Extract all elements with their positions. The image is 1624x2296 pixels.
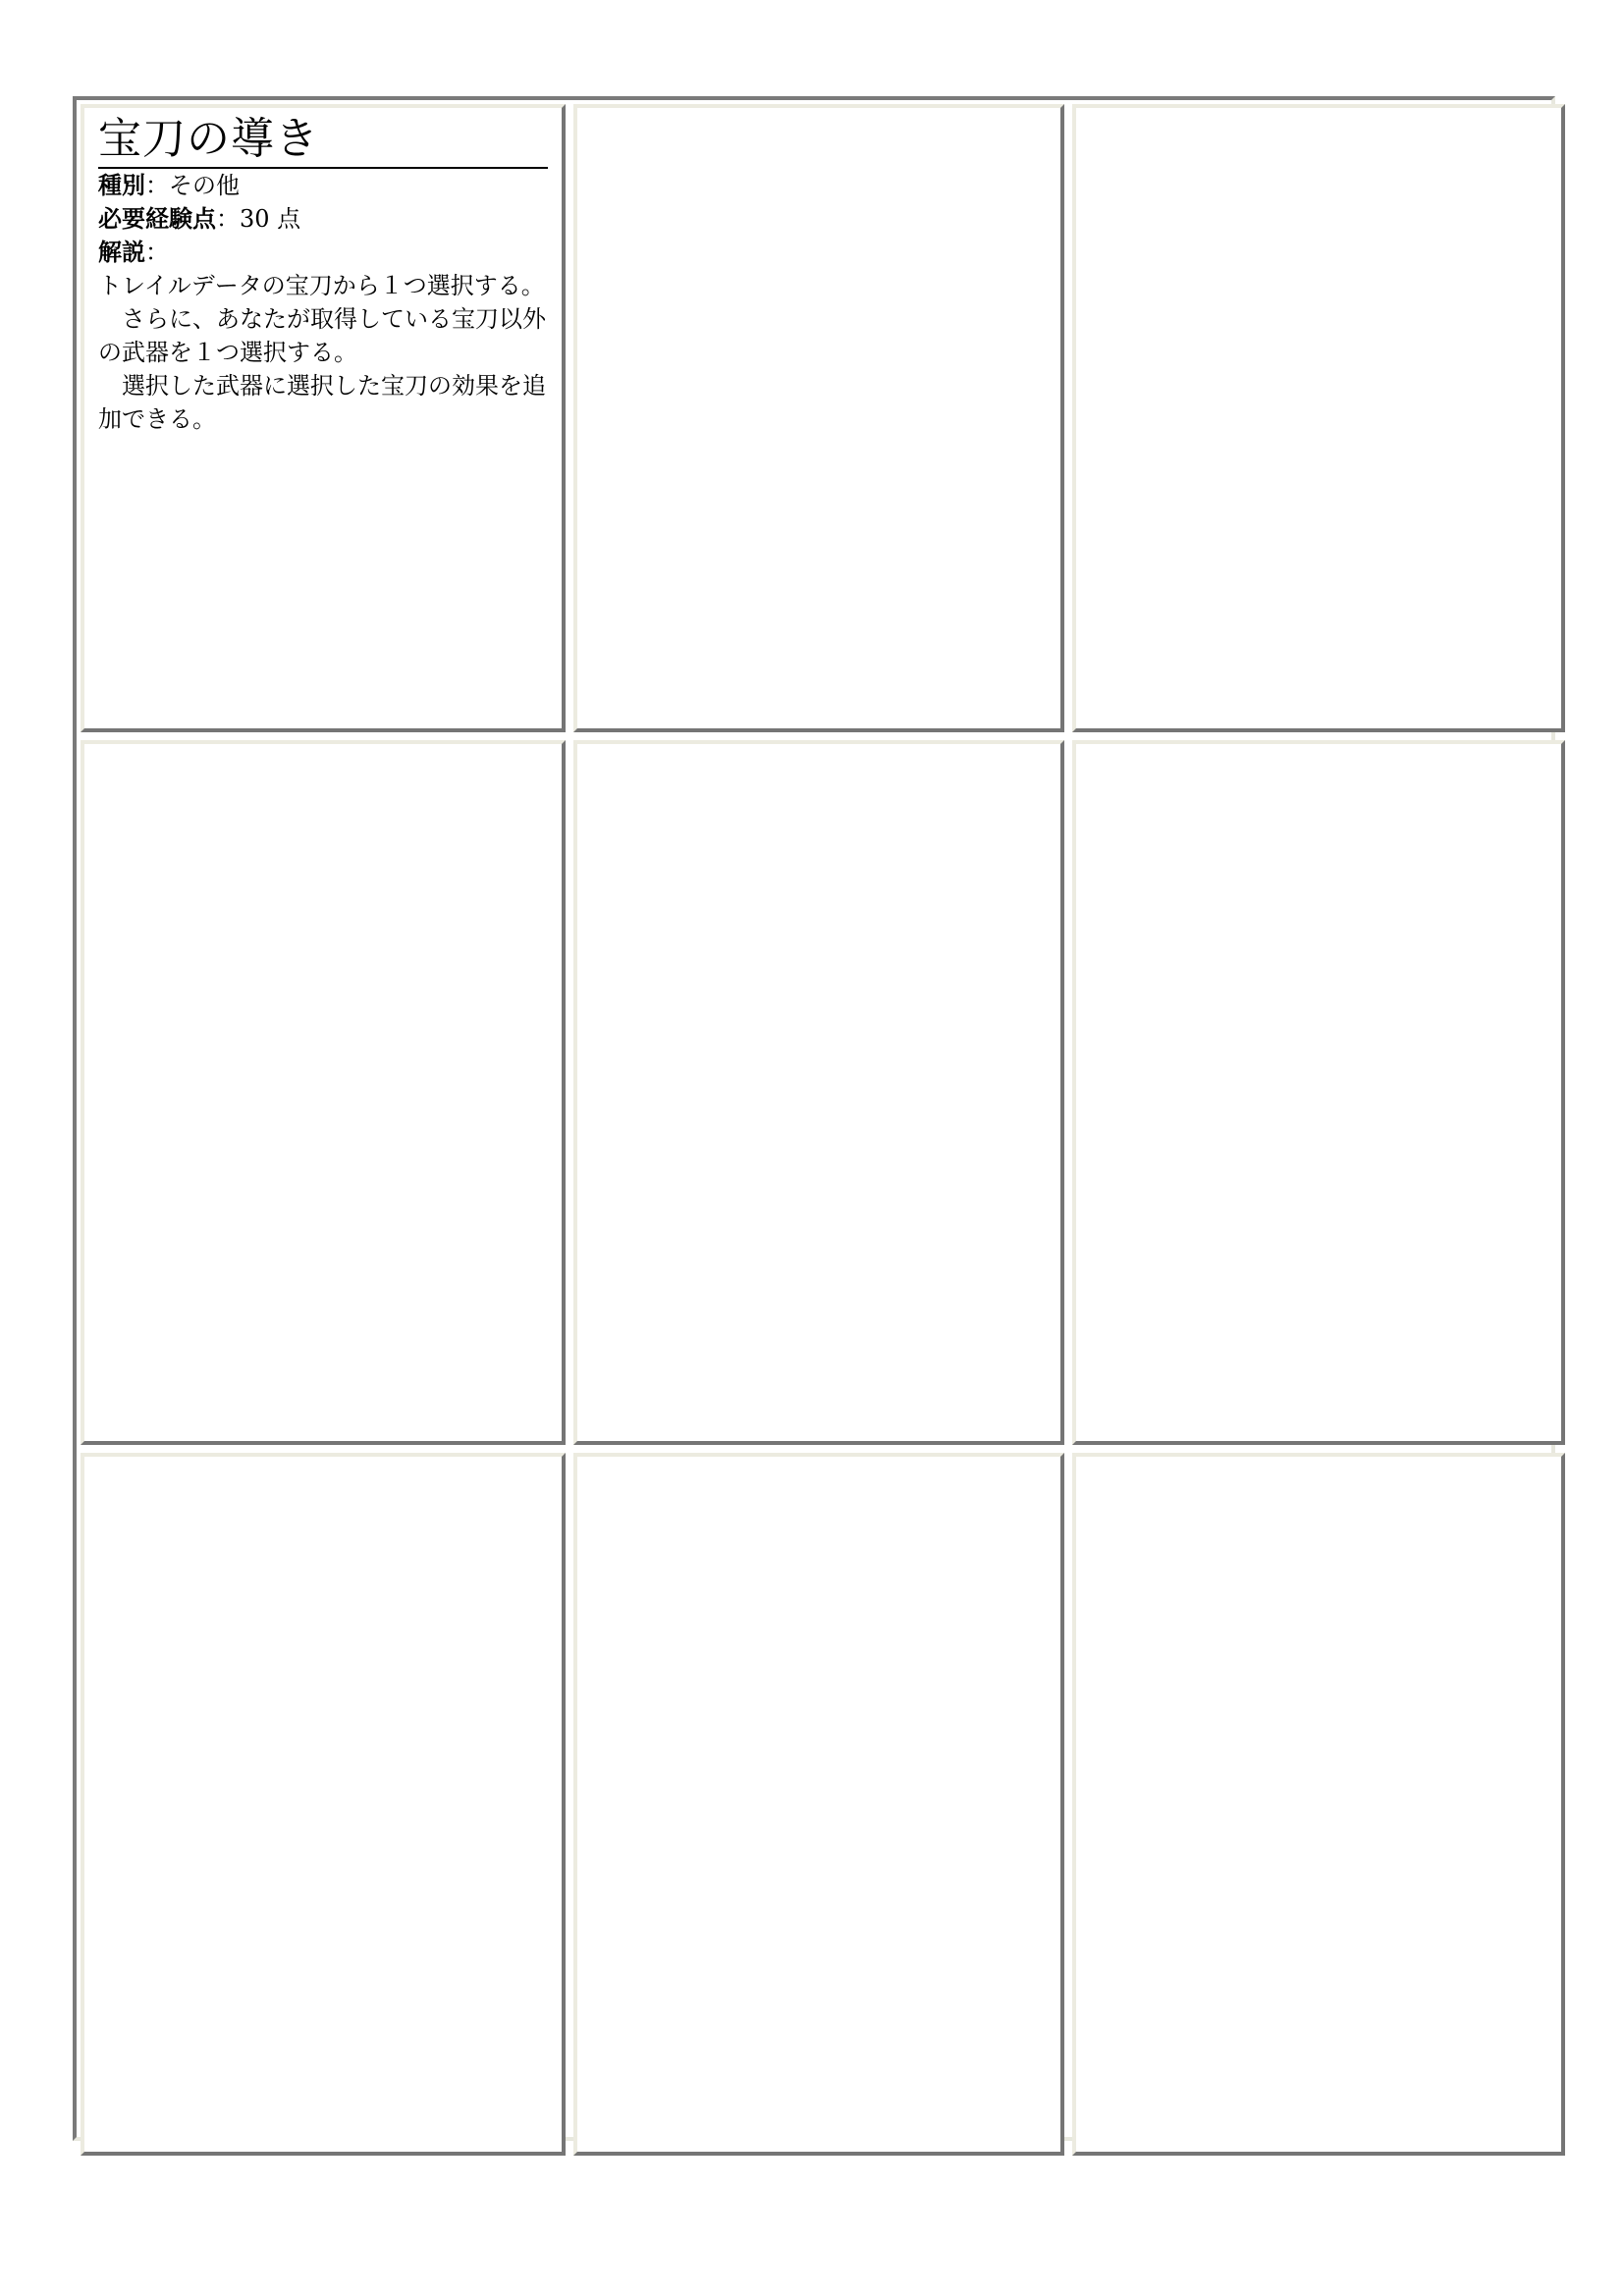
desc-separator: ： (145, 239, 169, 266)
exp-row (98, 202, 548, 236)
type-label: 種別 (98, 171, 145, 199)
exp-value: 30 点 (240, 205, 301, 233)
card-cell-9 (1072, 1453, 1565, 2156)
card-title: 宝刀の導き (98, 112, 548, 169)
card-cell-4 (81, 740, 566, 1445)
card-grid (81, 104, 1547, 2133)
exp-label: 必要経験点 (98, 204, 216, 233)
description (98, 269, 548, 436)
description-paragraph: さらに、あなたが取得している宝刀以外の武器を１つ選択する。 (98, 305, 546, 366)
exp-separator: ： (216, 205, 240, 233)
card-cell-3 (1072, 104, 1565, 732)
card-cell-5 (573, 740, 1064, 1445)
card-cell-7 (81, 1453, 566, 2156)
description-paragraph: トレイルデータの宝刀から１つ選択する。 (98, 272, 545, 299)
type-row (98, 169, 548, 202)
desc-row (98, 236, 548, 269)
type-value: その他 (169, 172, 240, 199)
desc-label: 解説 (98, 238, 145, 266)
card-cell-8 (573, 1453, 1064, 2156)
type-separator: ： (145, 172, 169, 199)
card-cell-6 (1072, 740, 1565, 1445)
skill-card (98, 112, 548, 436)
card-sheet (73, 96, 1555, 2141)
card-cell-2 (573, 104, 1064, 732)
description-paragraph: 選択した武器に選択した宝刀の効果を追加できる。 (98, 372, 546, 433)
card-cell-1 (81, 104, 566, 732)
